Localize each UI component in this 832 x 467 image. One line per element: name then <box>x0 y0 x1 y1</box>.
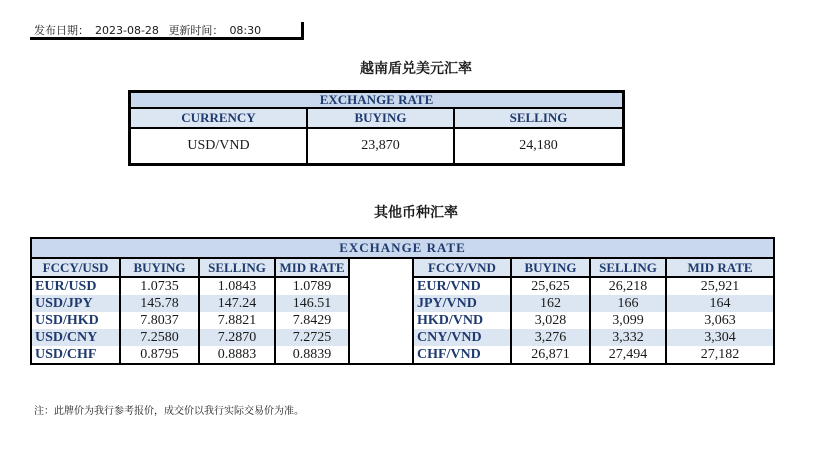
pair-cell: CNY/VND <box>413 329 511 346</box>
mid-rate-cell: 164 <box>666 295 774 312</box>
pair-cell: USD/HKD <box>31 312 120 329</box>
col-mid-rate: MID RATE <box>666 258 774 277</box>
other-section-title: 其他币种汇率 <box>374 205 458 221</box>
currency-cell: USD/VND <box>130 128 308 165</box>
pair-cell: JPY/VND <box>413 295 511 312</box>
buying-cell: 23,870 <box>307 128 454 165</box>
mid-rate-cell: 7.8429 <box>275 312 349 329</box>
buying-cell: 25,625 <box>511 277 590 295</box>
buying-cell: 0.8795 <box>120 346 199 364</box>
col-buying: BUYING <box>120 258 199 277</box>
col-buying: BUYING <box>307 108 454 128</box>
mid-rate-cell: 3,304 <box>666 329 774 346</box>
buying-cell: 26,871 <box>511 346 590 364</box>
table-gap <box>349 346 413 364</box>
mid-rate-cell: 146.51 <box>275 295 349 312</box>
col-fccy-usd: FCCY/USD <box>31 258 120 277</box>
update-time: 08:30 <box>229 24 262 37</box>
pair-cell: EUR/VND <box>413 277 511 295</box>
pair-cell: USD/CNY <box>31 329 120 346</box>
selling-cell: 3,332 <box>590 329 666 346</box>
pair-cell: EUR/USD <box>31 277 120 295</box>
publish-date-label: 发布日期： <box>34 24 89 37</box>
col-fccy-vnd: FCCY/VND <box>413 258 511 277</box>
col-selling: SELLING <box>454 108 624 128</box>
table-row <box>31 295 774 312</box>
selling-cell: 166 <box>590 295 666 312</box>
pair-cell: CHF/VND <box>413 346 511 364</box>
selling-cell: 147.24 <box>199 295 275 312</box>
col-currency: CURRENCY <box>130 108 308 128</box>
buying-cell: 3,028 <box>511 312 590 329</box>
buying-cell: 3,276 <box>511 329 590 346</box>
pair-cell: USD/JPY <box>31 295 120 312</box>
selling-cell: 27,494 <box>590 346 666 364</box>
selling-cell: 7.8821 <box>199 312 275 329</box>
buying-cell: 162 <box>511 295 590 312</box>
selling-cell: 0.8883 <box>199 346 275 364</box>
mid-rate-cell: 0.8839 <box>275 346 349 364</box>
table-gap <box>349 277 413 295</box>
usd-rate-table <box>128 90 625 166</box>
publish-info <box>30 22 304 40</box>
table-row <box>31 346 774 364</box>
table-gap <box>349 329 413 346</box>
buying-cell: 145.78 <box>120 295 199 312</box>
mid-rate-cell: 1.0789 <box>275 277 349 295</box>
col-buying: BUYING <box>511 258 590 277</box>
table-row <box>31 329 774 346</box>
table-gap <box>349 258 413 277</box>
pair-cell: HKD/VND <box>413 312 511 329</box>
col-selling: SELLING <box>590 258 666 277</box>
table-row <box>130 128 624 165</box>
selling-cell: 24,180 <box>454 128 624 165</box>
mid-rate-cell: 3,063 <box>704 313 736 328</box>
col-selling: SELLING <box>199 258 275 277</box>
buying-cell: 7.2580 <box>120 329 199 346</box>
other-rate-table <box>30 237 775 365</box>
disclaimer-note: 注：此牌价为我行参考报价，成交价以我行实际交易价为准。 <box>34 406 304 417</box>
table-row <box>31 277 774 295</box>
selling-cell: 3,099 <box>590 312 666 329</box>
selling-cell: 7.2870 <box>199 329 275 346</box>
selling-cell: 1.0843 <box>199 277 275 295</box>
publish-date: 2023-08-28 <box>95 24 159 37</box>
buying-cell: 1.0735 <box>120 277 199 295</box>
usd-section-title: 越南盾兑美元汇率 <box>360 61 472 77</box>
mid-rate-cell: 27,182 <box>700 347 740 362</box>
fx-table-header: EXCHANGE RATE <box>31 238 774 258</box>
pair-cell: USD/CHF <box>31 346 120 364</box>
usd-table-header: EXCHANGE RATE <box>130 92 624 109</box>
table-gap <box>349 312 413 329</box>
col-mid-rate: MID RATE <box>275 258 349 277</box>
mid-rate-cell: 7.2725 <box>275 329 349 346</box>
table-gap <box>349 295 413 312</box>
selling-cell: 26,218 <box>590 277 666 295</box>
table-row <box>31 312 774 329</box>
mid-rate-cell: 25,921 <box>700 279 740 294</box>
update-time-label: 更新时间： <box>168 24 224 37</box>
buying-cell: 7.8037 <box>120 312 199 329</box>
